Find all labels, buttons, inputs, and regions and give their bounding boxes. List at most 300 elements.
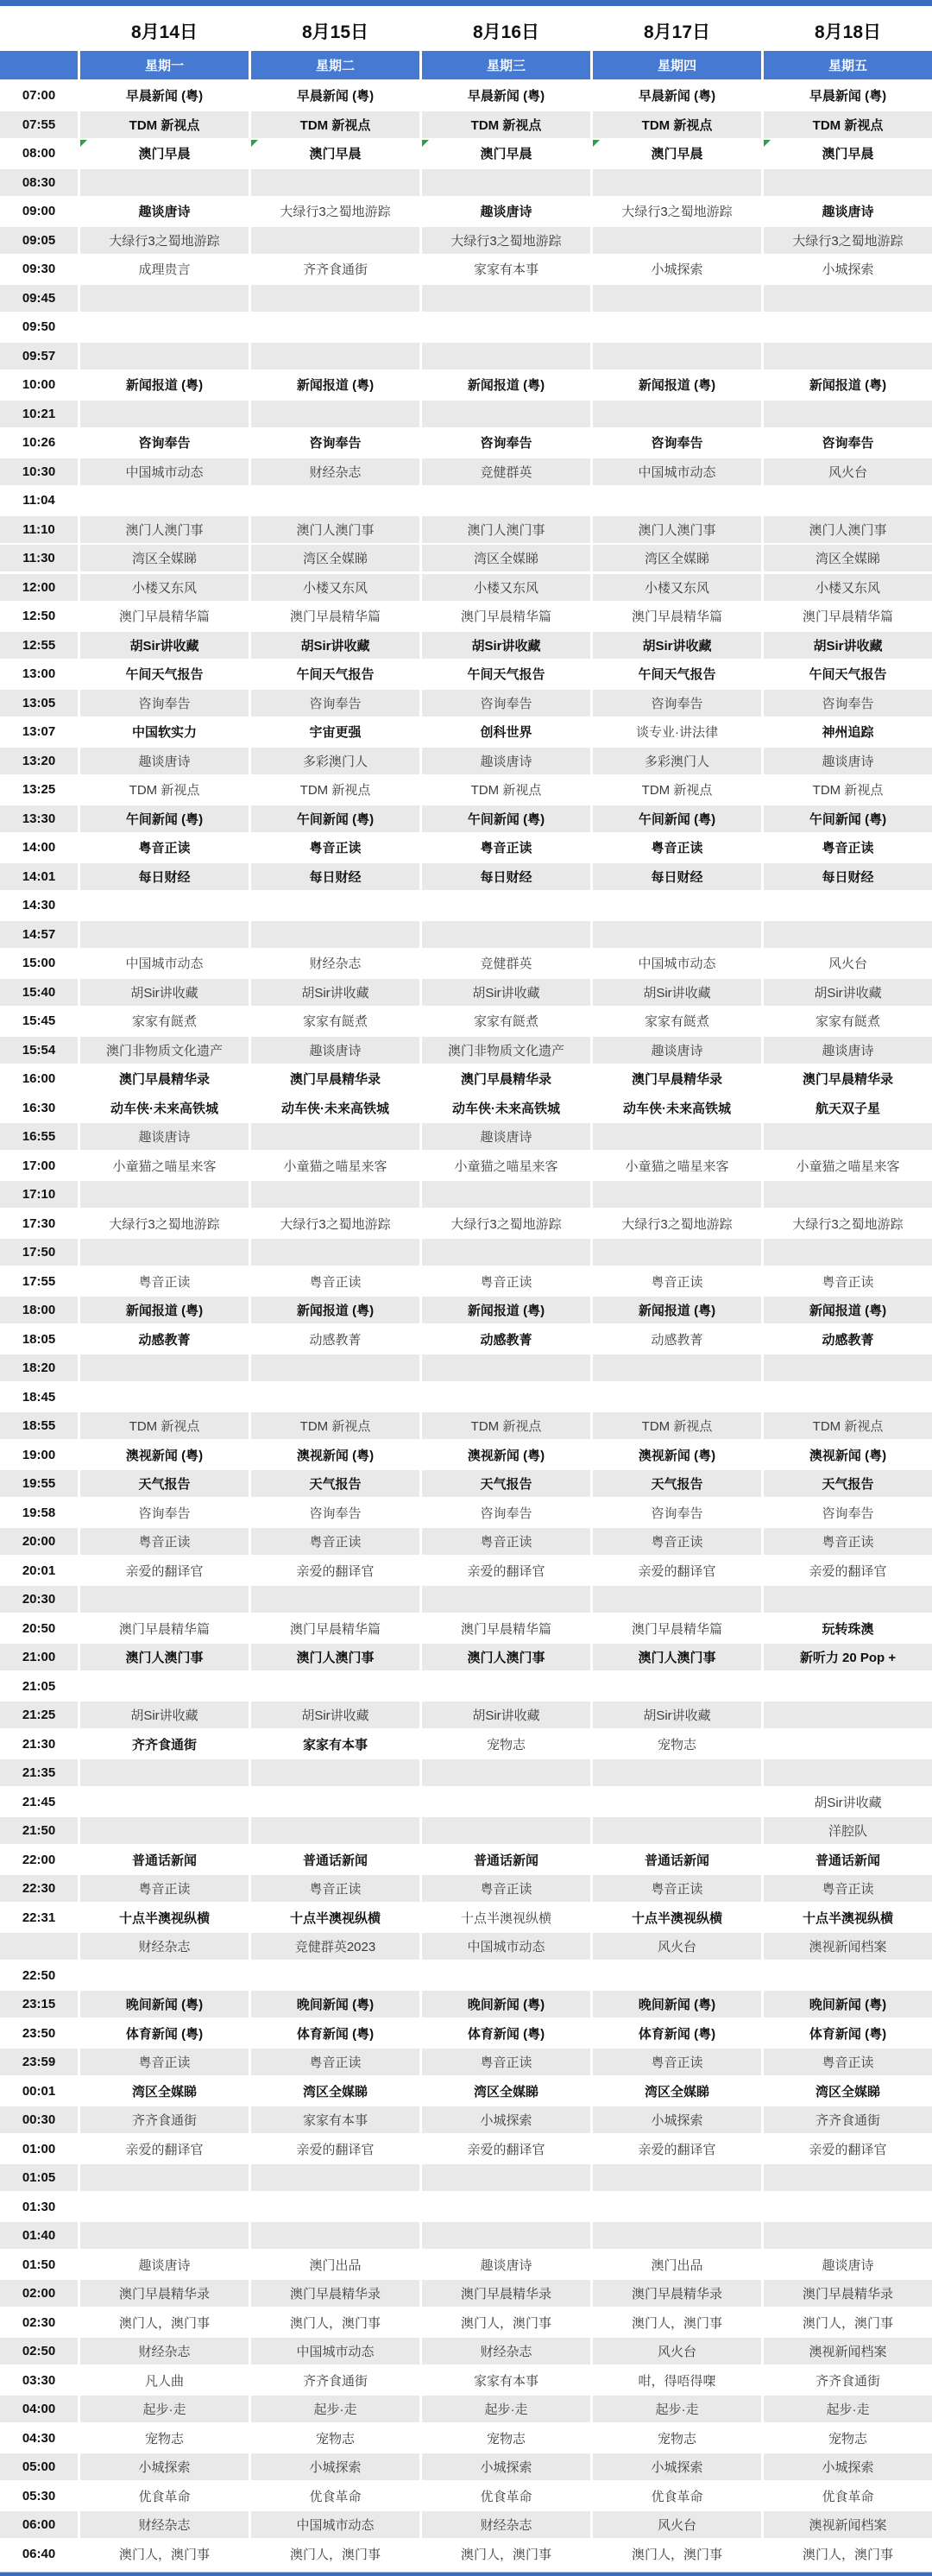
program-cell: 趣谈唐诗 <box>593 1037 761 1064</box>
program-cell: 家家有餸煮 <box>302 1014 368 1029</box>
empty-cell <box>251 2164 419 2191</box>
empty-cell <box>593 921 761 948</box>
schedule-row <box>0 1673 932 1700</box>
empty-cell <box>251 1673 419 1700</box>
time-label: 13:30 <box>0 805 78 832</box>
time-label: 08:00 <box>22 146 56 161</box>
empty-cell <box>251 2194 419 2220</box>
program-cell: 齐齐食通街 <box>302 262 368 277</box>
weekday-header-row <box>0 51 932 79</box>
schedule-row <box>0 950 932 976</box>
program-cell: 澳门早晨精华篇 <box>118 1621 210 1637</box>
empty-cell <box>764 2164 932 2191</box>
time-label: 09:50 <box>22 319 56 334</box>
weekday-header-2: 星期二 <box>251 51 419 79</box>
schedule-row <box>0 516 932 543</box>
program-cell: 澳视新闻 (粤) <box>467 1448 545 1463</box>
program-cell: 咁，得唔得㗎 <box>638 2373 716 2389</box>
schedule-row <box>0 2396 932 2422</box>
program-cell: 胡Sir讲收藏 <box>814 1795 882 1810</box>
time-label: 10:00 <box>22 377 56 392</box>
program-cell: 澳门早晨精华篇 <box>289 1621 381 1637</box>
program-cell: 早晨新闻 (粤) <box>125 89 204 104</box>
program-cell: 普通话新闻 <box>644 1853 709 1868</box>
program-cell: 咨询奉告 <box>309 436 362 451</box>
time-label: 22:00 <box>22 1852 56 1867</box>
time-label: 21:05 <box>22 1678 56 1694</box>
program-cell: 趣谈唐诗 <box>764 748 932 774</box>
program-cell: 宠物志 <box>486 1737 526 1752</box>
time-label: 09:30 <box>22 262 56 276</box>
time-label: 18:05 <box>22 1331 56 1347</box>
program-cell: 动感教菁 <box>480 1332 532 1348</box>
weekday-header-4: 星期四 <box>593 51 761 79</box>
program-cell: 亲爱的翻译官 <box>638 2142 716 2157</box>
program-cell: 粤音正读 <box>593 2049 761 2075</box>
time-label: 06:40 <box>22 2546 56 2561</box>
program-cell: 小楼又东风 <box>80 574 249 601</box>
time-label: 14:57 <box>0 921 78 948</box>
program-cell: 澳门人澳门事 <box>80 516 249 543</box>
schedule-row <box>0 1933 932 1960</box>
program-cell: 澳门早晨 <box>251 140 419 167</box>
empty-cell <box>764 1181 932 1208</box>
empty-cell <box>251 313 419 340</box>
program-cell: 成理贵言 <box>138 262 191 277</box>
program-cell: 粤音正读 <box>593 1528 761 1555</box>
schedule-row <box>0 921 932 948</box>
program-cell: 趣谈唐诗 <box>80 1123 249 1150</box>
program-cell: 天气报告 <box>593 1470 761 1497</box>
time-label: 10:26 <box>22 435 56 450</box>
program-cell: 咨询奉告 <box>480 436 532 451</box>
program-cell: 粤音正读 <box>422 2049 590 2075</box>
schedule-row <box>0 2425 932 2452</box>
program-cell: 天气报告 <box>80 1470 249 1497</box>
program-cell: 齐齐食通街 <box>131 1737 197 1752</box>
program-cell: 优食革命 <box>309 2489 362 2504</box>
program-cell: 大绿行3之蜀地游踪 <box>621 205 733 219</box>
program-cell: 澳门人，澳门事 <box>289 2547 381 2562</box>
time-label: 01:05 <box>0 2164 78 2191</box>
time-label: 18:45 <box>22 1389 56 1405</box>
program-cell: 十点半澳视纵横 <box>118 1910 210 1926</box>
time-label: 07:55 <box>0 111 78 138</box>
program-cell: 竞健群英2023 <box>251 1933 419 1960</box>
program-cell: 体育新闻 (粤) <box>467 2026 545 2042</box>
program-cell: 澳门出品 <box>309 2257 362 2273</box>
empty-cell <box>764 343 932 369</box>
empty-cell <box>422 892 590 919</box>
program-cell: 财经杂志 <box>309 957 362 971</box>
program-cell: 风火台 <box>593 1933 761 1960</box>
program-cell: 齐齐食通街 <box>302 2373 368 2389</box>
schedule-row <box>0 1759 932 1786</box>
empty-cell <box>422 1586 590 1613</box>
program-cell: 澳门早晨精华篇 <box>631 609 722 624</box>
program-cell: 胡Sir讲收藏 <box>593 632 761 659</box>
program-cell: 新闻报道 (粤) <box>638 378 716 393</box>
time-label: 12:00 <box>0 574 78 601</box>
program-cell: 午间新闻 (粤) <box>251 805 419 832</box>
program-cell: 澳门人，澳门事 <box>802 2315 893 2331</box>
program-cell: 小城探索 <box>593 2106 761 2133</box>
time-label: 00:01 <box>22 2083 56 2099</box>
program-cell: 澳门早晨精华录 <box>251 2280 419 2307</box>
program-cell: 动车侠·未来高铁城 <box>110 1101 218 1116</box>
program-cell: 大绿行3之蜀地游踪 <box>422 227 590 254</box>
time-label: 02:00 <box>0 2280 78 2307</box>
program-cell: 中国城市动态 <box>422 1933 590 1960</box>
empty-cell <box>422 487 590 514</box>
empty-cell <box>251 1759 419 1786</box>
program-cell: 齐齐食通街 <box>80 2106 249 2133</box>
schedule-row <box>0 487 932 514</box>
program-cell: 澳门人澳门事 <box>422 1644 590 1670</box>
empty-cell <box>764 1731 932 1758</box>
program-cell: 湾区全媒睇 <box>593 545 761 571</box>
program-cell: 小城探索 <box>251 2453 419 2480</box>
program-cell: 粤音正读 <box>822 1274 874 1290</box>
program-cell: 粤音正读 <box>309 1274 362 1290</box>
program-cell: TDM 新视点 <box>422 111 590 138</box>
program-cell: 咨询奉告 <box>480 1506 532 1521</box>
empty-cell <box>422 313 590 340</box>
program-cell: 体育新闻 (粤) <box>809 2026 887 2042</box>
program-cell: 咨询奉告 <box>138 1506 191 1521</box>
empty-cell <box>593 343 761 369</box>
program-cell: 中国软实力 <box>131 725 197 740</box>
program-cell: 澳门人澳门事 <box>251 516 419 543</box>
schedule-row <box>0 690 932 717</box>
program-cell: 齐齐食通街 <box>815 2373 880 2389</box>
program-cell: 午间天气报告 <box>125 667 204 682</box>
program-cell: 新闻报道 (粤) <box>764 1297 932 1323</box>
program-cell: 湾区全媒睇 <box>422 545 590 571</box>
program-cell: 湾区全媒睇 <box>302 2084 368 2099</box>
program-cell: 澳门早晨 <box>80 140 249 167</box>
empty-cell <box>593 2164 761 2191</box>
program-cell: 澳视新闻 (粤) <box>638 1448 716 1463</box>
schedule-row <box>0 2541 932 2567</box>
time-label: 10:30 <box>0 458 78 485</box>
program-cell: 午间天气报告 <box>296 667 375 682</box>
program-cell: 普通话新闻 <box>302 1853 368 1868</box>
time-label: 22:30 <box>0 1875 78 1902</box>
schedule-row <box>0 1586 932 1613</box>
program-cell: 小楼又东风 <box>764 574 932 601</box>
schedule-row <box>0 1789 932 1815</box>
empty-cell <box>80 1239 249 1266</box>
empty-cell <box>422 343 590 369</box>
schedule-row <box>0 198 932 224</box>
time-label: 17:00 <box>22 1158 56 1173</box>
time-label: 18:00 <box>0 1297 78 1323</box>
time-label: 20:00 <box>0 1528 78 1555</box>
program-cell: 胡Sir讲收藏 <box>80 979 249 1006</box>
program-cell: 粤音正读 <box>138 1274 191 1290</box>
program-cell: 新闻报道 (粤) <box>467 378 545 393</box>
program-cell: 粤音正读 <box>822 841 874 856</box>
empty-cell <box>80 1586 249 1613</box>
time-label: 03:30 <box>22 2372 56 2388</box>
program-cell: 凡人曲 <box>144 2373 184 2389</box>
empty-cell <box>422 169 590 196</box>
time-label: 21:45 <box>22 1794 56 1809</box>
time-label: 01:30 <box>22 2199 56 2214</box>
schedule-row <box>0 718 932 745</box>
program-cell: 澳门人澳门事 <box>80 1644 249 1670</box>
empty-cell <box>764 892 932 919</box>
empty-cell <box>80 2194 249 2220</box>
schedule-row <box>0 2049 932 2075</box>
program-cell: 咨询奉告 <box>651 436 703 451</box>
program-cell: 中国城市动态 <box>125 957 204 971</box>
schedule-row <box>0 2020 932 2047</box>
empty-cell <box>80 1789 249 1815</box>
schedule-row <box>0 1962 932 1989</box>
program-cell: 风火台 <box>828 957 867 971</box>
program-cell: 粤音正读 <box>422 1875 590 1902</box>
empty-cell <box>422 1673 590 1700</box>
empty-cell <box>80 401 249 427</box>
program-cell: 财经杂志 <box>80 1933 249 1960</box>
time-label: 19:55 <box>0 1470 78 1497</box>
schedule-row <box>0 401 932 427</box>
program-cell: 澳门早晨精华录 <box>289 1072 381 1087</box>
program-cell: 十点半澳视纵横 <box>631 1910 722 1926</box>
schedule-row <box>0 776 932 803</box>
program-cell: 澳视新闻 (粤) <box>125 1448 204 1463</box>
time-label: 05:30 <box>22 2488 56 2503</box>
program-cell: 亲爱的翻译官 <box>296 1563 375 1579</box>
program-cell: TDM 新视点 <box>251 111 419 138</box>
schedule-row <box>0 892 932 919</box>
program-cell: 财经杂志 <box>422 2338 590 2364</box>
empty-cell <box>80 1759 249 1786</box>
empty-cell <box>764 1673 932 1700</box>
program-cell: 早晨新闻 (粤) <box>638 89 716 104</box>
empty-cell <box>764 1384 932 1411</box>
schedule-row <box>0 632 932 659</box>
empty-cell <box>593 227 761 254</box>
empty-cell <box>593 1817 761 1844</box>
program-cell: 优食革命 <box>138 2489 191 2504</box>
time-label: 17:30 <box>22 1215 56 1231</box>
program-cell: 胡Sir讲收藏 <box>251 1702 419 1728</box>
program-cell: 澳门早晨精华录 <box>802 1072 893 1087</box>
schedule-row <box>0 1817 932 1844</box>
program-cell: 咨询奉告 <box>138 436 191 451</box>
weekday-band-spacer <box>0 51 78 79</box>
program-cell: 新闻报道 (粤) <box>809 378 887 393</box>
program-cell: 粤音正读 <box>309 841 362 856</box>
empty-cell <box>764 313 932 340</box>
program-cell: 亲爱的翻译官 <box>638 1563 716 1579</box>
schedule-row <box>0 313 932 340</box>
program-cell: 湾区全媒睇 <box>80 545 249 571</box>
program-cell: TDM 新视点 <box>812 783 884 798</box>
date-header-5: 8月18日 <box>814 22 882 42</box>
program-cell: 趣谈唐诗 <box>422 1123 590 1150</box>
empty-cell <box>80 1181 249 1208</box>
program-cell: 新听力 20 Pop + <box>764 1644 932 1670</box>
program-cell: 航天双子星 <box>815 1101 880 1116</box>
time-label: 20:50 <box>22 1620 56 1636</box>
empty-cell <box>251 1789 419 1815</box>
schedule-row <box>0 2164 932 2191</box>
time-label: 21:30 <box>22 1736 56 1752</box>
program-cell: 澳门早晨 <box>422 140 590 167</box>
program-cell: 澳门非物质文化遗产 <box>422 1037 590 1064</box>
date-header-1: 8月14日 <box>130 22 198 42</box>
program-cell: 澳门早晨精华篇 <box>460 609 551 624</box>
empty-cell <box>251 1181 419 1208</box>
empty-cell <box>80 1962 249 1989</box>
empty-cell <box>80 487 249 514</box>
program-cell: 趣谈唐诗 <box>251 1037 419 1064</box>
program-cell: 澳门非物质文化遗产 <box>80 1037 249 1064</box>
program-cell: 咨询奉告 <box>822 436 874 451</box>
empty-cell <box>764 921 932 948</box>
program-cell: 湾区全媒睇 <box>644 2084 709 2099</box>
schedule-row <box>0 834 932 861</box>
schedule-row <box>0 2280 932 2307</box>
program-cell: 粤音正读 <box>651 1274 703 1290</box>
schedule-row <box>0 979 932 1006</box>
program-cell: 亲爱的翻译官 <box>809 1563 887 1579</box>
empty-cell <box>251 1239 419 1266</box>
time-label: 13:25 <box>22 782 56 797</box>
top-rule-line <box>0 0 932 6</box>
program-cell: 晚间新闻 (粤) <box>593 1991 761 2017</box>
time-label: 22:31 <box>22 1910 56 1925</box>
time-label: 10:21 <box>0 401 78 427</box>
program-cell: 粤音正读 <box>480 841 532 856</box>
program-cell: 澳门人，澳门事 <box>460 2315 551 2331</box>
empty-cell <box>593 2194 761 2220</box>
empty-cell <box>764 1239 932 1266</box>
program-cell: 澳门早晨精华录 <box>118 1072 210 1087</box>
program-cell: 粤音正读 <box>593 1875 761 1902</box>
empty-cell <box>593 1673 761 1700</box>
program-cell: 午间天气报告 <box>467 667 545 682</box>
program-cell: 午间新闻 (粤) <box>422 805 590 832</box>
program-cell: 趣谈唐诗 <box>138 205 191 219</box>
schedule-row <box>0 1268 932 1295</box>
time-label: 04:30 <box>22 2430 56 2446</box>
schedule-row <box>0 2309 932 2336</box>
program-cell: 咨询奉告 <box>764 690 932 717</box>
empty-cell <box>593 1962 761 1989</box>
program-cell: 咨询奉告 <box>309 1506 362 1521</box>
empty-cell <box>422 2164 590 2191</box>
program-cell: 财经杂志 <box>422 2511 590 2538</box>
schedule-row <box>0 603 932 629</box>
schedule-row <box>0 1702 932 1728</box>
time-label: 01:40 <box>0 2222 78 2249</box>
program-cell: 每日财经 <box>764 863 932 890</box>
program-cell: 大绿行3之蜀地游踪 <box>792 1216 904 1232</box>
time-label: 20:01 <box>22 1563 56 1578</box>
schedule-row <box>0 140 932 167</box>
empty-cell <box>251 921 419 948</box>
schedule-row <box>0 169 932 196</box>
time-label: 15:40 <box>0 979 78 1006</box>
time-label: 21:35 <box>0 1759 78 1786</box>
program-cell: 创科世界 <box>480 725 532 740</box>
program-cell: 澳门人，澳门事 <box>631 2547 722 2562</box>
program-cell: 咨询奉告 <box>80 690 249 717</box>
time-label: 14:00 <box>22 840 56 855</box>
program-cell: 趣谈唐诗 <box>480 205 532 219</box>
time-label: 02:50 <box>0 2338 78 2364</box>
program-cell: 宠物志 <box>657 2431 696 2447</box>
time-label: 22:50 <box>22 1967 56 1983</box>
program-cell: 澳门人，澳门事 <box>460 2547 551 2562</box>
schedule-row <box>0 660 932 687</box>
program-cell: 粤音正读 <box>80 1528 249 1555</box>
program-cell: 澳门早晨精华篇 <box>802 609 893 624</box>
program-cell: TDM 新视点 <box>641 783 713 798</box>
program-cell: 风火台 <box>593 2338 761 2364</box>
time-label: 16:55 <box>0 1123 78 1150</box>
program-cell: TDM 新视点 <box>129 783 200 798</box>
empty-cell <box>593 1239 761 1266</box>
time-label: 09:05 <box>0 227 78 254</box>
schedule-row <box>0 1644 932 1670</box>
program-cell: 胡Sir讲收藏 <box>251 979 419 1006</box>
empty-cell <box>80 1673 249 1700</box>
schedule-row <box>0 371 932 398</box>
empty-cell <box>422 1759 590 1786</box>
program-cell: 动车侠·未来高铁城 <box>623 1101 731 1116</box>
schedule-row <box>0 1731 932 1758</box>
schedule-row <box>0 343 932 369</box>
empty-cell <box>80 2222 249 2249</box>
program-cell: 趣谈唐诗 <box>822 2257 874 2273</box>
program-cell: 宠物志 <box>828 2431 867 2447</box>
empty-cell <box>251 1817 419 1844</box>
empty-cell <box>593 285 761 312</box>
program-cell: 新闻报道 (粤) <box>593 1297 761 1323</box>
schedule-row <box>0 1384 932 1411</box>
schedule-row <box>0 1326 932 1353</box>
time-label: 12:50 <box>22 609 56 623</box>
program-cell: 午间天气报告 <box>809 667 887 682</box>
program-cell: 胡Sir讲收藏 <box>422 979 590 1006</box>
empty-cell <box>251 169 419 196</box>
program-cell: 小童猫之喵星来客 <box>796 1159 900 1174</box>
program-cell: 湾区全媒睇 <box>251 545 419 571</box>
program-cell: 趣谈唐诗 <box>480 2257 532 2273</box>
time-label: 06:00 <box>0 2511 78 2538</box>
program-cell: 澳门早晨精华录 <box>422 2280 590 2307</box>
time-label: 18:55 <box>0 1412 78 1439</box>
empty-cell <box>422 921 590 948</box>
program-cell: 天气报告 <box>251 1470 419 1497</box>
program-cell: 午间新闻 (粤) <box>764 805 932 832</box>
program-cell: 趣谈唐诗 <box>822 205 874 219</box>
empty-cell <box>764 285 932 312</box>
schedule-row <box>0 2078 932 2105</box>
empty-cell <box>422 1384 590 1411</box>
program-cell: 澳视新闻 (粤) <box>296 1448 375 1463</box>
empty-cell <box>764 1586 932 1613</box>
program-cell: 动感教菁 <box>651 1332 703 1348</box>
program-cell: 财经杂志 <box>80 2338 249 2364</box>
time-label: 01:50 <box>22 2257 56 2272</box>
